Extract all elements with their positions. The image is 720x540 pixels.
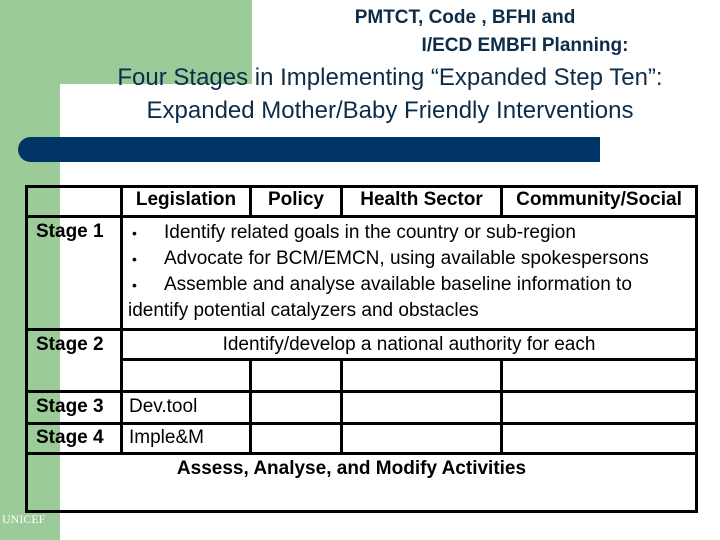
- col-legislation: Legislation: [120, 185, 252, 218]
- stage4-label: Stage 4: [25, 422, 123, 455]
- col-health-sector: Health Sector: [340, 185, 503, 218]
- empty-cell: [340, 390, 503, 425]
- empty-cell: [340, 358, 503, 393]
- header-line1: PMTCT, Code , BFHI and: [354, 7, 576, 28]
- empty-cell: [120, 358, 252, 393]
- slide-title: [60, 61, 720, 127]
- stage1-bullet: • Assemble and analyse available baseline information to: [128, 272, 690, 298]
- title-line2: Expanded Mother/Baby Friendly Interventions: [146, 97, 634, 124]
- stage1-bullet: • Identify related goals in the country or sub-region: [128, 220, 690, 246]
- empty-cell: [249, 358, 343, 393]
- corner-cell: [25, 185, 123, 218]
- stage3-legislation: Dev.tool: [120, 390, 252, 425]
- empty-cell: [249, 422, 343, 455]
- stage4-legislation: Imple&M: [120, 422, 252, 455]
- stage3-label: Stage 3: [25, 390, 123, 425]
- empty-cell: [500, 422, 698, 455]
- header-line2: I/ECD EMBFI Planning:: [421, 35, 629, 56]
- empty-cell: [249, 390, 343, 425]
- assess-row: Assess, Analyse, and Modify Activities: [25, 452, 698, 513]
- empty-cell: [340, 422, 503, 455]
- stage1-label: Stage 1: [25, 215, 123, 331]
- slide-header: [250, 4, 680, 60]
- stage1-content: [120, 215, 698, 331]
- col-community-social: Community/Social: [500, 185, 698, 218]
- stage2-label: Stage 2: [25, 328, 123, 393]
- title-divider-bar: [18, 137, 600, 162]
- unicef-logo-text: UNICEF: [2, 512, 46, 526]
- title-line1: Four Stages in Implementing “Expanded Step Ten”:: [117, 64, 663, 91]
- col-policy: Policy: [249, 185, 343, 218]
- empty-cell: [500, 390, 698, 425]
- stage2-content: Identify/develop a national authority for each: [120, 328, 698, 361]
- stage1-continuation: identify potential catalyzers and obstacles: [128, 300, 479, 321]
- empty-cell: [500, 358, 698, 393]
- stage1-bullet: • Advocate for BCM/EMCN, using available spokespersons: [128, 246, 690, 272]
